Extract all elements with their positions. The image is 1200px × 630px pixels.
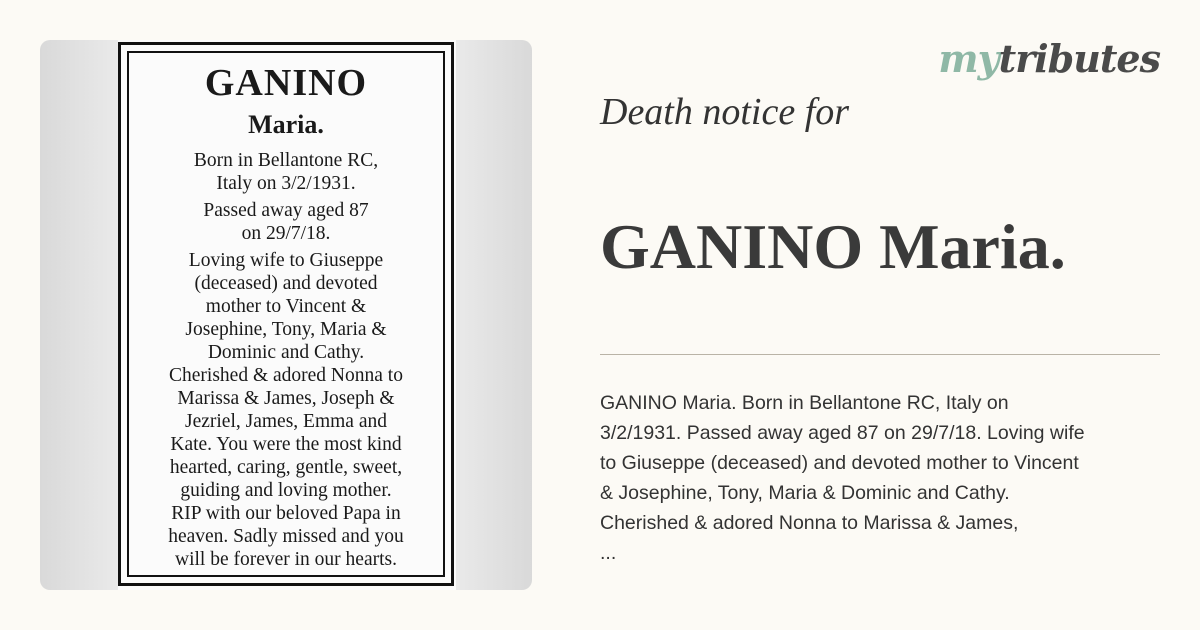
- summary-line: GANINO Maria. Born in Bellantone RC, Italy on: [600, 392, 1009, 414]
- notice-line: heaven. Sadly missed and you: [168, 526, 404, 547]
- notice-line: Born in Bellantone RC,: [193, 150, 379, 171]
- notice-line: guiding and loving mother.: [180, 480, 392, 501]
- notice-line: Passed away aged 87: [203, 200, 369, 221]
- summary-line: Cherished & adored Nonna to Marissa & James,: [600, 512, 1019, 534]
- notice-line: Jezriel, James, Emma and: [185, 411, 387, 432]
- notice-line: RIP with our beloved Papa in: [171, 503, 401, 524]
- summary-ellipsis: ...: [600, 542, 617, 564]
- brand-logo[interactable]: [938, 36, 1160, 81]
- notice-line: will be forever in our hearts.: [174, 549, 397, 570]
- notice-line: on 29/7/18.: [241, 223, 331, 244]
- summary-line: to Giuseppe (deceased) and devoted mother to Vincent: [600, 452, 1079, 474]
- divider: [600, 354, 1160, 355]
- brand-logo-tributes: tributes: [998, 36, 1160, 81]
- headline: Death notice for: [600, 91, 850, 133]
- notice-border: [118, 42, 454, 586]
- death-notice-image: [40, 40, 532, 590]
- notice-body: [129, 149, 443, 571]
- notice-surname: GANINO: [204, 62, 368, 104]
- notice-line: Loving wife to Giuseppe: [188, 250, 384, 271]
- notice-content: [127, 51, 445, 577]
- notice-line: Italy on 3/2/1931.: [216, 173, 356, 194]
- deceased-name: GANINO Maria.: [600, 211, 1066, 282]
- notice-line: hearted, caring, gentle, sweet,: [169, 457, 403, 478]
- notice-given-name: Maria.: [248, 110, 324, 139]
- summary-line: 3/2/1931. Passed away aged 87 on 29/7/18. Loving wife: [600, 422, 1085, 444]
- notice-summary: [600, 388, 1170, 568]
- newspaper-clipping: [118, 40, 456, 590]
- notice-line: (deceased) and devoted: [194, 273, 378, 294]
- notice-line: Marissa & James, Joseph &: [177, 388, 395, 409]
- notice-line: mother to Vincent &: [205, 296, 367, 317]
- notice-line: Kate. You were the most kind: [170, 434, 402, 455]
- notice-line: Cherished & adored Nonna to: [169, 365, 403, 386]
- notice-line: Josephine, Tony, Maria &: [185, 319, 387, 340]
- brand-logo-my: my: [938, 36, 999, 81]
- notice-line: Dominic and Cathy.: [207, 342, 365, 363]
- summary-line: & Josephine, Tony, Maria & Dominic and Cathy.: [600, 482, 1010, 504]
